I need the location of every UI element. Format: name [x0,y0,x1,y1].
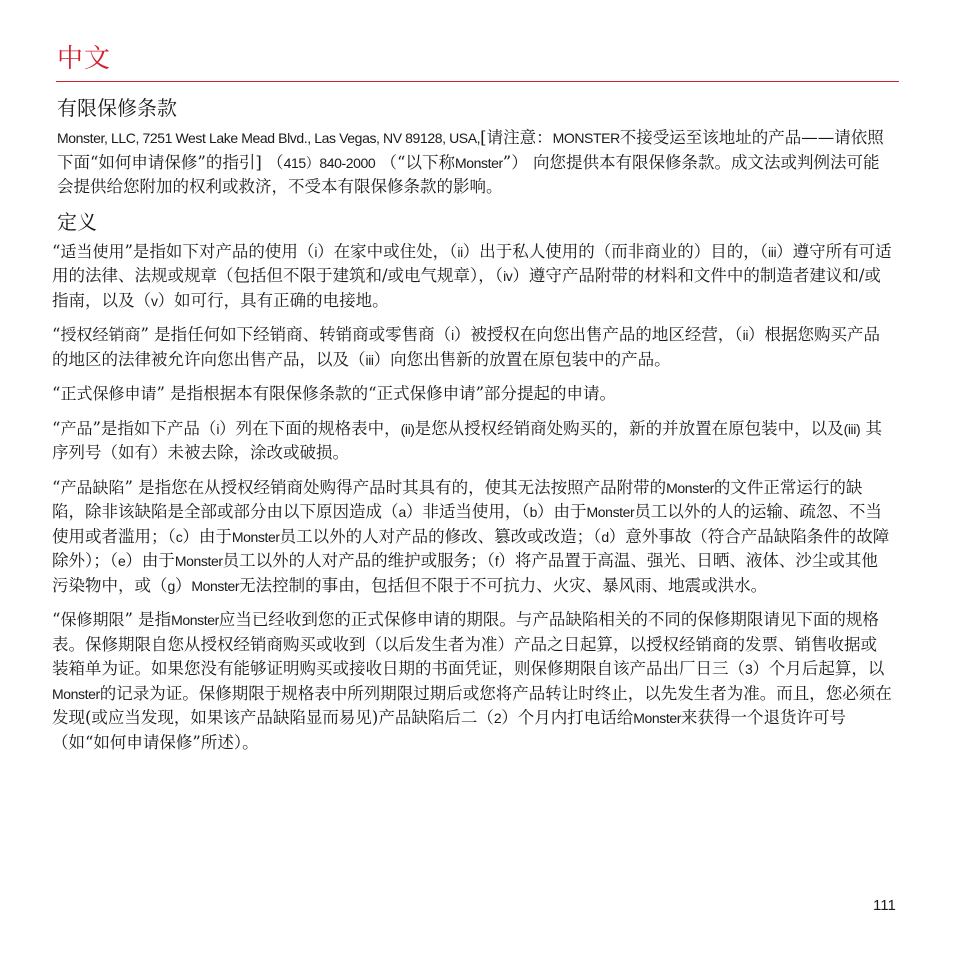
open-quote: “ [52,384,61,403]
intro-brand: Monster [454,154,503,171]
open-quote: “ [52,418,61,438]
intro-note-start: [请注意： [480,128,553,147]
definition-text: ）由于 [182,526,232,546]
definition-text: ）非适当使用，（ [405,502,530,521]
definition-term: 产品缺陷 [60,477,125,497]
definition-term: 授权经销商 [60,325,141,344]
open-quote: “ [52,241,61,261]
page-number: 111 [873,897,896,914]
definition-text: 是您从授权经销商处购买的，新的并放置在原包装中，以及 [414,418,844,438]
open-quote: “ [52,325,61,344]
definition-item [52,323,893,372]
definition-latin-text: Monster [666,479,714,496]
definition-text: ”是指如下对产品的使用（ [124,241,315,261]
definition-latin-text: a [398,504,406,520]
definition-latin-text: Monster [171,612,219,628]
definition-latin-text: e [118,553,126,569]
open-quote: “ [52,477,61,497]
intro-note-rest: 不接受运至该地址的产品——请依照下面“如何申请保修”的指引] （ [57,128,884,172]
phone-number: 415）840-2000 [283,154,376,171]
definition-latin-text: Monster [231,528,280,545]
definition-text: ）个月后起算，以 [752,659,885,678]
definition-latin-text: ii [742,327,749,343]
definition-item [52,382,893,407]
definition-text: 的文件正常运行的缺陷，除非该缺陷是全部或部分由以下原因造成（ [52,477,863,521]
definition-text: ）由于 [125,551,175,570]
definition-text: ）列在下面的规格表中， [219,418,401,438]
definition-text: 员工以外的人对产品的维护或服务；（ [222,551,495,570]
definition-latin-text: g [167,577,175,594]
company-address: Monster, LLC, 7251 West Lake Mead Blvd., Las Vegas, NV 89128, USA, [57,130,481,146]
definition-text: ）遵守产品附带的材料和文件中的制造者建议和/或指南，以及（ [52,266,881,310]
definition-text: ）由于 [537,502,587,521]
definition-term: 保修期限 [60,610,125,629]
definition-latin-text: (ii) [400,420,415,437]
definition-latin-text: v [151,292,158,309]
definition-text: 无法控制的事由，包括但不限于不可抗力、火灾、暴风雨、地震或洪水。 [239,575,768,595]
definition-text: ）将产品置于高温、强光、日晒、液体、沙尘或其他污染物中，或（ [52,551,878,595]
definition-item [52,417,893,466]
definitions-heading: 定义 [57,209,97,234]
definition-text: 来获得一个退货许可号（如“如何申请保修”所述）。 [52,708,847,752]
definition-latin-text: Monster [633,710,682,726]
definition-latin-text: Monster [52,685,100,702]
intro-note-brand: MONSTER [552,130,620,146]
open-quote: “ [52,610,61,629]
definition-latin-text: Monster [586,504,635,520]
definition-latin-text: 2 [493,710,502,726]
definition-text: 员工以外的人的运输、疏忽、不当使用或者滥用；（ [52,502,882,546]
definition-latin-text: (iii) [843,420,861,437]
warranty-heading: 有限保修条款 [57,96,177,120]
definition-text: ）根据您购买产品的地区的法律被允许向您出售产品，以及（ [52,325,881,369]
language-title: 中文 [57,44,112,74]
definition-text: 应当已经收到您的正式保修申请的期限。与产品缺陷相关的不同的保修期限请见下面的规格表。保修期限自您从授权经销商购买或收到（以后发生者为准）产品之日起算，以授权经销商的发票、销售收据或装箱单为证。如果您没有能够证明购买或接收日期的书面凭证，则保修期限自该产品出厂日三（ [52,610,879,678]
definitions-list [52,240,893,756]
definition-latin-text: iv [503,268,513,284]
definition-latin-text: b [529,504,538,520]
definition-latin-text: i [314,243,318,260]
definition-latin-text: d [601,528,609,545]
definition-text: ）出于私人使用的（而非商业的）目的，（ [462,241,769,261]
definition-latin-text: f [494,553,499,569]
definition-text: ” 是指任何如下经销商、转销商或零售商（ [140,325,452,344]
intro-text-rest: ”） 向您提供本有限保修条款。成文法或判例法可能会提供给您附加的权利或救济，不受本有限保修条款的影响。 [57,152,880,196]
definition-latin-text: ii [457,243,463,260]
definition-latin-text: Monster [174,553,223,569]
definition-text: ）向您出售新的放置在原包装中的产品。 [373,349,671,369]
definition-text: ）个月内打电话给 [501,708,634,727]
definition-text: ”是指如下产品（ [92,418,217,438]
header-divider [56,81,899,82]
definition-latin-text: Monster [191,577,240,594]
definition-text: ” 是指 [124,610,172,629]
definition-text: ）如可行，具有正确的电接地。 [157,290,389,310]
definition-text: ）在家中或住处，（ [317,241,458,261]
definition-item [52,240,893,314]
definition-text: ）被授权在向您出售产品的地区经营，（ [453,325,743,344]
definition-latin-text: iii [365,351,374,368]
definition-latin-text: 3 [745,661,753,677]
definition-term: 产品 [60,418,93,438]
definition-text: 的记录为证。保修期限于规格表中所列期限过期后或您将产品转让时终止，以先发生者为准。而且，您必须在发现(或应当发现，如果该产品缺陷显而易见)产品缺陷后二（ [52,683,892,727]
intro-text-start: （“以下称 [375,152,455,172]
definition-text: ） [174,575,192,595]
definition-term: 适当使用 [60,241,125,261]
definition-latin-text: i [451,327,454,343]
definition-text: ” 是指根据本有限保修条款的“正式保修申请”部分提起的申请。 [156,384,617,403]
definition-latin-text: iii [768,243,777,260]
definition-item [52,608,893,755]
definition-term: 正式保修申请 [60,384,157,403]
definition-latin-text: i [216,420,220,437]
main-content [52,94,893,765]
definition-text: 员工以外的人对产品的修改、篡改或改造；（ [279,526,602,546]
definition-latin-text: c [175,528,183,545]
intro-paragraph [57,126,893,200]
definition-text: 其序列号（如有）未被去除，涂改或破损。 [52,418,882,462]
definition-item [52,476,893,599]
definition-text: ）意外事故（符合产品缺陷条件的故障除外）；（ [52,526,890,570]
definition-text: ” 是指您在从授权经销商处购得产品时其具有的，使其无法按照产品附带的 [124,477,667,497]
definition-text: ）遵守所有可适用的法律、法规或规章（包括但不限于建筑和/或电气规章），（ [52,241,892,285]
